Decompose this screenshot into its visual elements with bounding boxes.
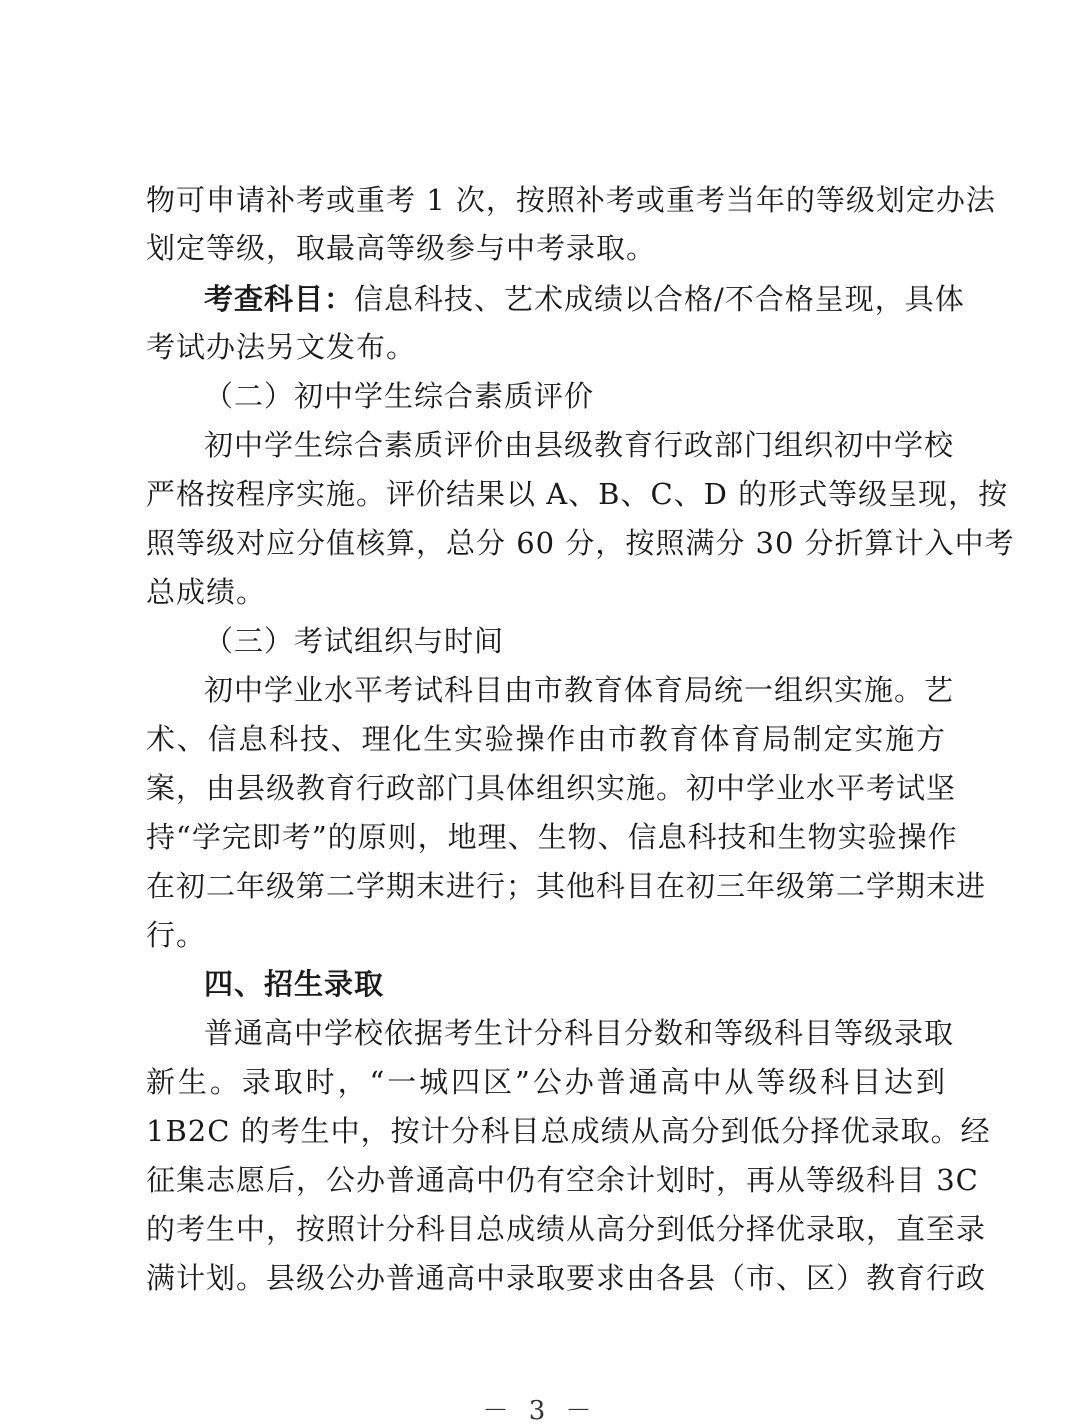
body-text-line: 照等级对应分值核算，总分 60 分，按照满分 30 分折算计入中考 [146,526,1015,560]
body-text-line: 考试办法另文发布。 [146,330,417,364]
body-text-line: 普通高中学校依据考生计分科目分数和等级科目等级录取 [204,1016,955,1050]
body-text-line: 严格按程序实施。评价结果以 A、B、C、D 的形式等级呈现，按 [146,477,1009,511]
page-number: － 3 － [482,1396,598,1426]
body-text-line: 的考生中，按照计分科目总成绩从高分到低分择优录取，直至录 [146,1212,987,1246]
body-text-line [146,275,965,323]
body-text-line: 初中学业水平考试科目由市教育体育局统一组织实施。艺 [204,673,955,707]
body-text-line: 划定等级，取最高等级参与中考录取。 [146,231,657,265]
body-text-line: 物可申请补考或重考 1 次，按照补考或重考当年的等级划定办法 [146,183,996,217]
body-text: 信息科技、艺术成绩以合格/不合格呈现，具体 [354,282,965,316]
chapter-heading: 四、招生录取 [204,967,385,1001]
body-text-line: 征集志愿后，公办普通高中仍有空余计划时，再从等级科目 3C [146,1163,979,1197]
body-text-line: 行。 [146,918,207,952]
section-heading: （三）考试组织与时间 [204,624,505,658]
body-text-line: 新生。录取时，“一城四区”公办普通高中从等级科目达到 [146,1065,946,1099]
bold-lead-text: 考查科目： [204,282,355,316]
body-text-line: 总成绩。 [146,575,267,609]
body-text-line: 满计划。县级公办普通高中录取要求由各县（市、区）教育行政 [146,1261,987,1295]
body-text-line: 持“学完即考”的原则，地理、生物、信息科技和生物实验操作 [146,820,958,854]
section-heading: （二）初中学生综合素质评价 [204,379,595,413]
body-text-line: 在初二年级第二学期末进行；其他科目在初三年级第二学期末进 [146,869,987,903]
body-text-line: 案，由县级教育行政部门具体组织实施。初中学业水平考试坚 [146,771,957,805]
body-text-line: 术、信息科技、理化生实验操作由市教育体育局制定实施方 [146,722,946,756]
body-text-line: 1B2C 的考生中，按计分科目总成绩从高分到低分择优录取。经 [146,1114,991,1148]
body-text-line: 初中学生综合素质评价由县级教育行政部门组织初中学校 [204,428,955,462]
